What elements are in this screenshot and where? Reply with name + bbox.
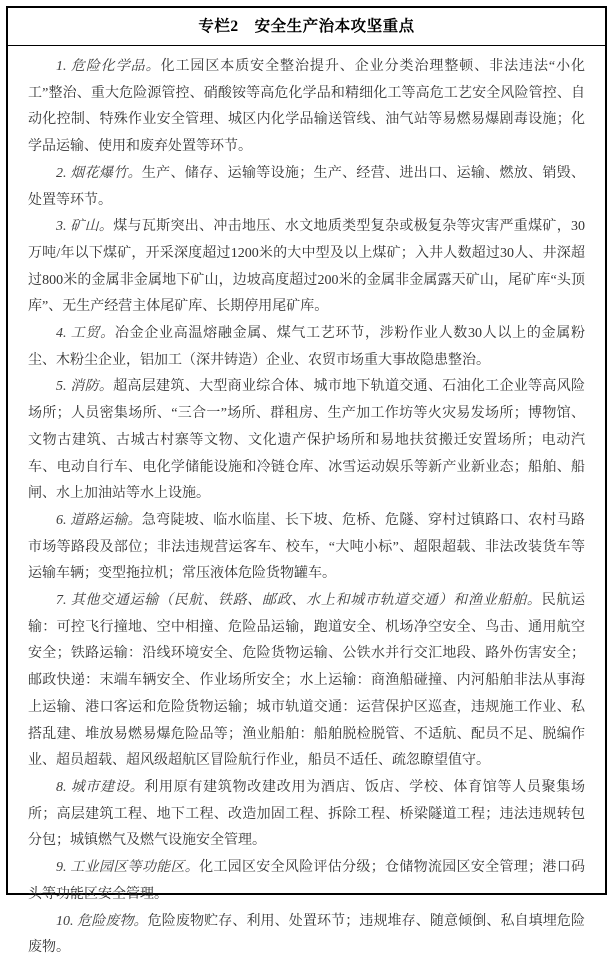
item-body: 化工园区本质安全整治提升、企业分类治理整顿、非法违法“小化工”整治、重大危险源管控、硝酸铵等高危化学品和精细化工等高危工艺安全风险管控、自动化控制、特殊作业安全管理、城区内化学品输送管线、油气站等易燃易爆剧毒设施；化学品运输、使用和废弃处置等环节。 xyxy=(28,59,585,155)
item-body: 超高层建筑、大型商业综合体、城市地下轨道交通、石油化工企业等高风险场所；人员密集场所、“三合一”场所、群租房、生产加工作坊等火灾易发场所；博物馆、文物古建筑、古城古村寨等文物、文化遗产保护场所和易地扶贫搬迁安置场所；电动汽车、电动自行车、电化学储能设施和冷链仓库、冰雪运动娱乐等新产业新业态；船舶、船闸、水上加油站等水上设施。 xyxy=(28,379,586,502)
item-lead: 10. 危险废物。 xyxy=(56,913,148,929)
column-panel xyxy=(6,6,607,956)
list-item xyxy=(28,54,585,161)
list-item xyxy=(28,855,585,908)
item-body: 化工园区安全风险评估分级；仓储物流园区安全管理；港口码头等功能区安全管理。 xyxy=(28,860,586,902)
item-lead: 4. 工贸。 xyxy=(56,326,115,342)
list-item xyxy=(28,588,585,775)
list-item xyxy=(28,909,585,962)
item-lead: 2. 烟花爆竹。 xyxy=(56,165,142,181)
item-lead: 6. 道路运输。 xyxy=(56,512,142,528)
item-lead: 9. 工业园区等功能区。 xyxy=(56,860,200,876)
list-item xyxy=(28,374,585,508)
panel-title: 专栏2 安全生产治本攻坚重点 xyxy=(8,8,605,46)
item-lead: 5. 消防。 xyxy=(56,379,114,395)
item-lead: 8. 城市建设。 xyxy=(56,779,145,795)
item-body: 利用原有建筑物改建改用为酒店、饭店、学校、体育馆等人员聚集场所；高层建筑工程、地下工程、改造加固工程、拆除工程、桥梁隧道工程；违法违规转包分包；城镇燃气及燃气设施安全管理。 xyxy=(28,779,586,849)
item-lead: 3. 矿山。 xyxy=(56,219,114,235)
panel-body xyxy=(8,46,605,962)
item-body: 急弯陡坡、临水临崖、长下坡、危桥、危隧、穿村过镇路口、农村马路市场等路段及部位；非法违规营运客车、校车，“大吨小标”、超限超载、非法改装货车等运输车辆；变型拖拉机；常压液体危险货物罐车。 xyxy=(28,512,586,582)
item-body: 冶金企业高温熔融金属、煤气工艺环节，涉粉作业人数30人以上的金属粉尘、木粉尘企业，铝加工（深井铸造）企业、农贸市场重大事故隐患整治。 xyxy=(28,326,586,368)
item-body: 危险废物贮存、利用、处置环节；违规堆存、随意倾倒、私自填埋危险废物。 xyxy=(28,913,586,956)
item-body: 煤与瓦斯突出、冲击地压、水文地质类型复杂或极复杂等灾害严重煤矿，30万吨/年以下煤矿，开采深度超过1200米的大中型及以上煤矿；入井人数超过30人、井深超过800米的金属非金属地下矿山，边坡高度超过200米的金属非金属露天矿山，尾矿库“头顶库”、无生产经营主体尾矿库、长期停用尾矿库。 xyxy=(28,219,586,315)
list-item xyxy=(28,775,585,855)
item-body: 民航运输：可控飞行撞地、空中相撞、危险品运输，跑道安全、机场净空安全、鸟击、通用航空安全；铁路运输：沿线环境安全、危险货物运输、公铁水并行交汇地段、路外伤害安全；邮政快递：末端车辆安全、作业场所安全；水上运输：商渔船碰撞、内河船舶非法从事海上运输、港口客运和危险货物运输；城市轨道交通：运营保护区巡查，违规施工作业、私搭乱建、堆放易燃易爆危险品等；渔业船舶：船舶脱检脱管、不适航、配员不足、脱编作业、超员超载、超风级超航区冒险航行作业，船员不适任、疏忽瞭望值守。 xyxy=(28,593,586,769)
list-item xyxy=(28,161,585,214)
list-item xyxy=(28,214,585,321)
item-body: 生产、储存、运输等设施；生产、经营、进出口、运输、燃放、销毁、处置等环节。 xyxy=(28,165,586,208)
list-item xyxy=(28,508,585,588)
item-lead: 1. 危险化学品。 xyxy=(56,59,161,74)
item-lead: 7. 其他交通运输（民航、铁路、邮政、水上和城市轨道交通）和渔业船舶。 xyxy=(56,593,542,609)
list-item xyxy=(28,321,585,374)
